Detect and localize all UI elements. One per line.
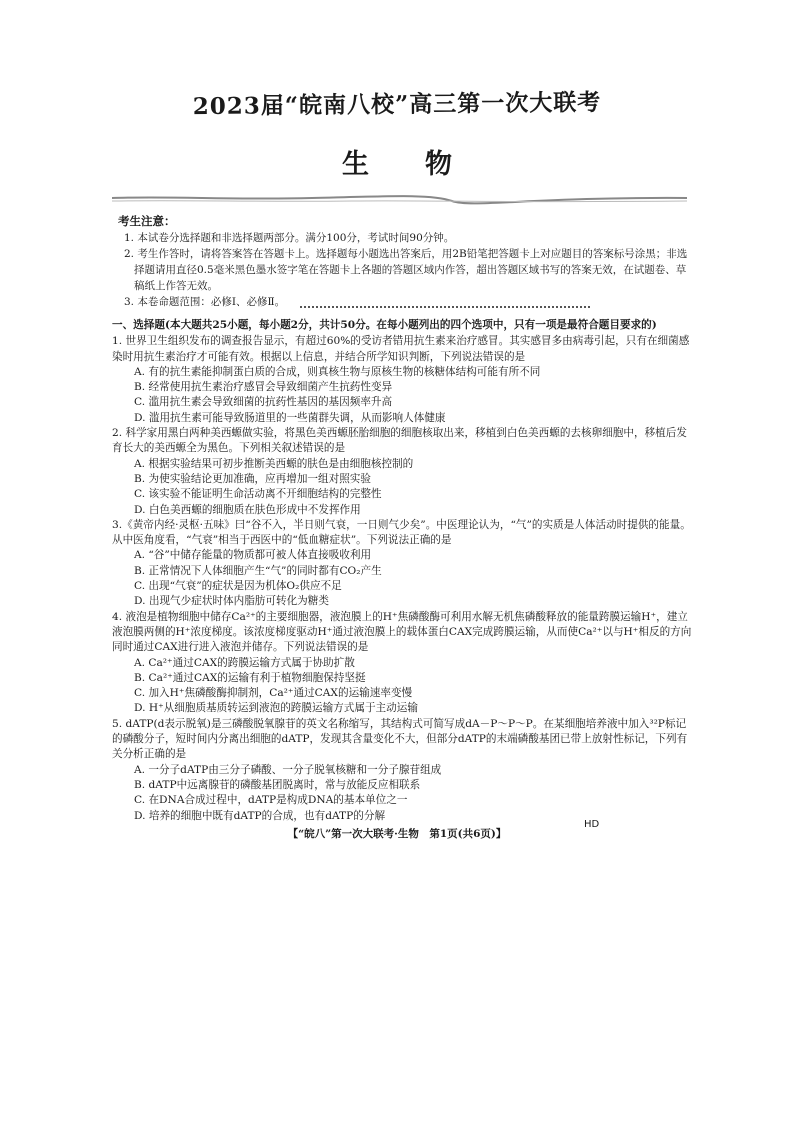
subject-title xyxy=(0,142,794,181)
header-divider xyxy=(112,192,687,206)
option-c: C. 加入H⁺焦磷酸酶抑制剂，Ca²⁺通过CAX的运输速率变慢 xyxy=(134,687,413,700)
notice-item: 2. 考生作答时，请将答案答在答题卡上。选择题每小题选出答案后，用2B铅笔把答题卡上对应题目的答案标号涂黑；非选择题请用直径0.5毫米黑色墨水签字笔在答题卡上各题的答题区域内作答，超出答题区域书写的答案无效，在试题卷、草稿纸上作答无效。 xyxy=(124,248,688,292)
question-stem: 3.《黄帝内经·灵枢·五味》曰“谷不入，半日则气衰，一日则气少矣”。中医理论认为，“气”的实质是人体活动时提供的能量。从中医角度看，“气衰”相当于西医中的“低血糖症状”。下列说法正确的是 xyxy=(112,518,691,547)
option-a: A. Ca²⁺通过CAX的跨膜运输方式属于协助扩散 xyxy=(134,656,355,669)
question-stem: 5. dATP(d表示脱氧)是三磷酸脱氧腺苷的英文名称缩写，其结构式可简写成dA－P～P～P。在某细胞培养液中加入³²P标记的磷酸分子，短时间内分离出细胞的dATP，发现其含量变化不大，但部分dATP的末端磷酸基团已带上放射性标记，下列有关分析正确的是 xyxy=(112,717,688,761)
notice-item: 1. 本试卷分选择题和非选择题两部分。满分100分，考试时间90分钟。 xyxy=(124,232,455,244)
option-b: B. 为使实验结论更加准确，应再增加一组对照实验 xyxy=(134,472,371,485)
exam-code: HD xyxy=(584,819,600,830)
option-b: B. 经常使用抗生素治疗感冒会导致细菌产生抗药性变异 xyxy=(134,381,393,394)
page-footer: 【“皖八”第一次大联考·生物 第1页(共6页)】 xyxy=(287,828,507,840)
notice-item: 3. 本卷命题范围：必修Ⅰ、必修Ⅱ。 xyxy=(124,296,286,308)
exam-title: 2023届“皖南八校”高三第一次大联考 xyxy=(192,88,602,121)
question-stem: 1. 世界卫生组织发布的调查报告显示，有超过60%的受访者错用抗生素来治疗感冒。其实感冒多由病毒引起，只有在细菌感染时用抗生素治疗才可能有效。根据以上信息，并结合所学知识判断，下列说法错误的是 xyxy=(112,335,690,363)
dotted-separator xyxy=(300,300,590,308)
option-b: B. Ca²⁺通过CAX的运输有利于植物细胞保持坚挺 xyxy=(134,671,366,684)
question-1 xyxy=(112,334,694,426)
question-4 xyxy=(112,610,694,717)
option-a: A. 根据实验结果可初步推断美西螈的肤色是由细胞核控制的 xyxy=(134,457,414,470)
question-stem: 4. 液泡是植物细胞中储存Ca²⁺的主要细胞器，液泡膜上的H⁺焦磷酸酶可利用水解无机焦磷酸释放的能量跨膜运输H⁺，建立液泡膜两侧的H⁺浓度梯度。该浓度梯度驱动H⁺通过液泡膜上的载体蛋白CAX完成跨膜运输，从而使Ca²⁺以与H⁺相反的方向同时通过CAX进行进入液泡并储存。下列说法错误的是 xyxy=(112,610,692,654)
option-d: D. 滥用抗生素可能导致肠道里的一些菌群失调，从而影响人体健康 xyxy=(134,411,446,424)
notice-block xyxy=(118,213,688,310)
option-d: D. H⁺从细胞质基质转运到液泡的跨膜运输方式属于主动运输 xyxy=(134,702,418,715)
option-d: D. 白色美西螈的细胞质在肤色形成中不发挥作用 xyxy=(134,503,361,516)
option-a: A. 有的抗生素能抑制蛋白质的合成，则真核生物与原核生物的核糖体结构可能有所不同 xyxy=(134,365,541,378)
question-3 xyxy=(112,518,694,610)
questions-section xyxy=(112,318,694,824)
question-stem: 2. 科学家用黑白两种美西螈做实验，将黑色美西螈胚胎细胞的细胞核取出来，移植到白色美西螈的去核卵细胞中，移植后发育长大的美西螈全为黑色。下列相关叙述错误的是 xyxy=(112,427,687,455)
notice-heading: 考生注意： xyxy=(118,214,176,228)
option-b: B. dATP中远离腺苷的磷酸基团脱离时，常与放能反应相联系 xyxy=(134,778,421,791)
option-c: C. 滥用抗生素会导致细菌的抗药性基因的基因频率升高 xyxy=(134,396,393,409)
option-b: B. 正常情况下人体细胞产生“气”的同时都有CO₂产生 xyxy=(134,564,382,577)
section-heading: 一、选择题(本大题共25小题，每小题2分，共计50分。在每小题列出的四个选项中，只有一项是最符合题目要求的) xyxy=(112,319,657,331)
option-d: D. 出现气少症状时体内脂肪可转化为糖类 xyxy=(134,595,329,608)
question-2 xyxy=(112,426,694,518)
subject-char: 物 xyxy=(425,149,452,180)
option-c: C. 在DNA合成过程中，dATP是构成DNA的基本单位之一 xyxy=(134,794,408,807)
option-a: A. “谷”中储存能量的物质都可被人体直接吸收利用 xyxy=(134,549,372,562)
question-5 xyxy=(112,717,694,824)
option-c: C. 该实验不能证明生命活动离不开细胞结构的完整性 xyxy=(134,488,382,501)
option-d: D. 培养的细胞中既有dATP的合成，也有dATP的分解 xyxy=(134,809,386,822)
subject-char: 生 xyxy=(342,149,369,180)
option-c: C. 出现“气衰”的症状是因为机体O₂供应不足 xyxy=(134,580,342,593)
option-a: A. 一分子dATP由三分子磷酸、一分子脱氧核糖和一分子腺苷组成 xyxy=(134,763,442,776)
